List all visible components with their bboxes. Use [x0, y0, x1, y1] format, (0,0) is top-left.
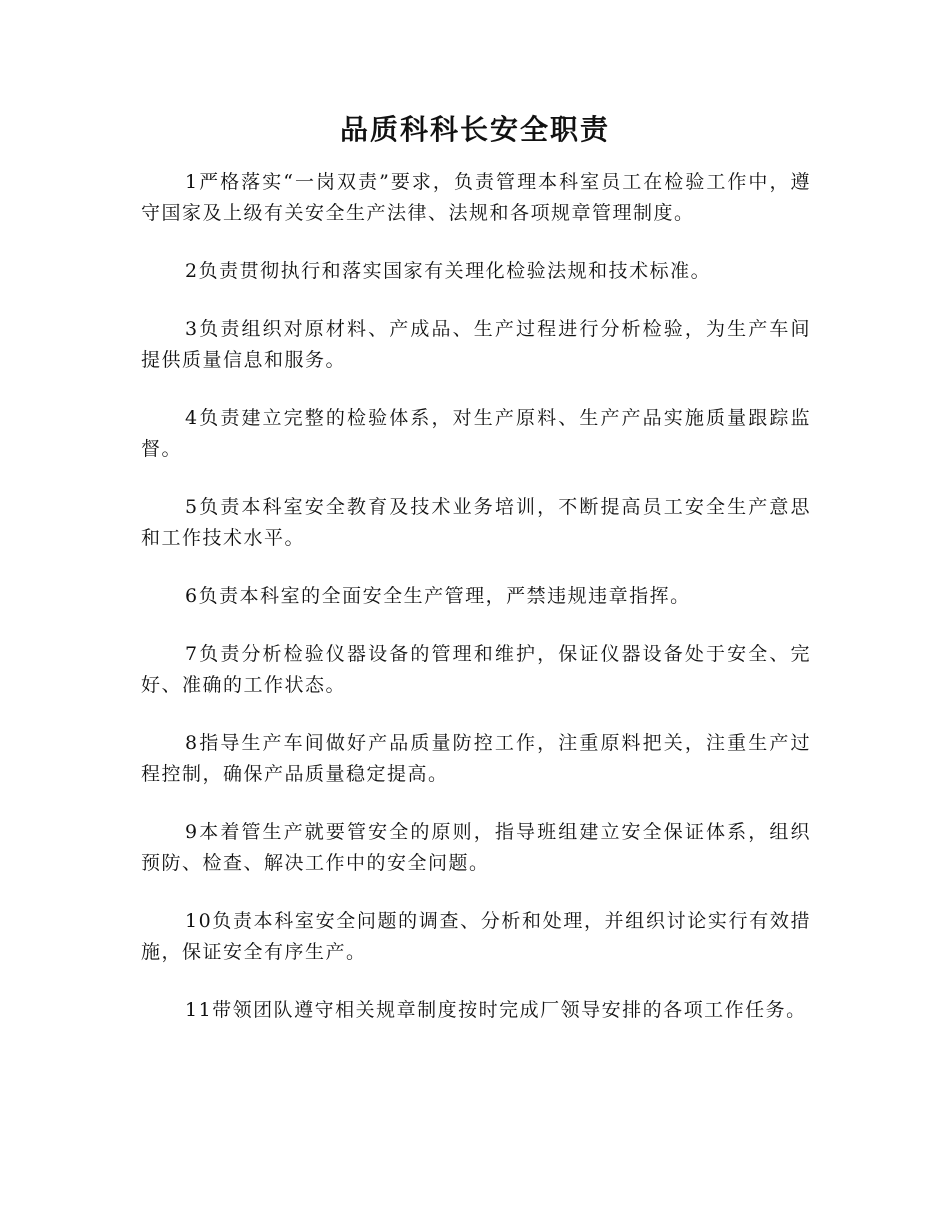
paragraph-4: 4负责建立完整的检验体系，对生产原料、生产产品实施质量跟踪监督。 — [141, 407, 811, 460]
paragraph-2: 2负责贯彻执行和落实国家有关理化检验法规和技术标准。 — [185, 260, 712, 282]
paragraph-11: 11带领团队遵守相关规章制度按时完成厂领导安排的各项工作任务。 — [185, 999, 807, 1021]
paragraph-10: 10负责本科室安全问题的调查、分析和处理，并组织讨论实行有效措施，保证安全有序生产。 — [141, 910, 811, 963]
paragraph-9: 9本着管生产就要管安全的原则，指导班组建立安全保证体系，组织预防、检查、解决工作中的安全问题。 — [141, 821, 811, 874]
paragraph-5: 5负责本科室安全教育及技术业务培训，不断提高员工安全生产意思和工作技术水平。 — [141, 496, 811, 549]
paragraph-7: 7负责分析检验仪器设备的管理和维护，保证仪器设备处于安全、完好、准确的工作状态。 — [141, 643, 811, 696]
paragraph-3: 3负责组织对原材料、产成品、生产过程进行分析检验，为生产车间提供质量信息和服务。 — [141, 318, 811, 371]
page-title: 品质科科长安全职责 — [339, 113, 610, 146]
paragraph-1: 1严格落实“一岗双责”要求，负责管理本科室员工在检验工作中，遵守国家及上级有关安全生产法律、法规和各项规章管理制度。 — [141, 171, 811, 224]
document-body — [141, 167, 811, 1053]
paragraph-6: 6负责本科室的全面安全生产管理，严禁违规违章指挥。 — [185, 585, 691, 607]
paragraph-8: 8指导生产车间做好产品质量防控工作，注重原料把关，注重生产过程控制，确保产品质量稳定提高。 — [141, 732, 811, 785]
